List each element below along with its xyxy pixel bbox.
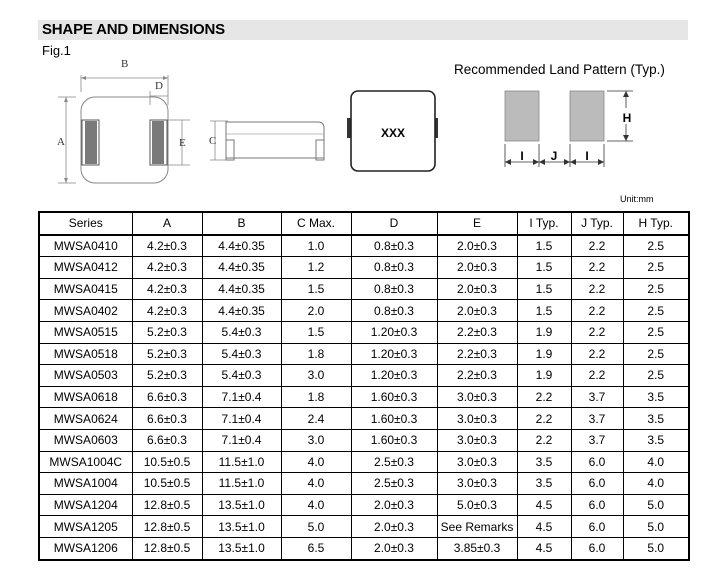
table-row: [39, 365, 689, 387]
marking-view: [347, 91, 438, 171]
dimensions-table: [38, 211, 690, 561]
table-cell: 4.4±0.35: [202, 278, 281, 300]
table-cell: MWSA1206: [39, 537, 132, 559]
table-cell: 13.5±1.0: [202, 516, 281, 538]
table-cell: 1.9: [517, 343, 571, 365]
table-cell: MWSA0410: [39, 235, 132, 257]
page-title: SHAPE AND DIMENSIONS: [42, 21, 225, 38]
table-cell: 1.2: [281, 257, 351, 279]
table-cell: 2.5: [623, 343, 689, 365]
table-cell: 2.2±0.3: [437, 321, 517, 343]
table-cell: 2.5±0.3: [351, 451, 437, 473]
table-cell: 6.6±0.3: [132, 429, 202, 451]
table-cell: 2.2: [517, 386, 571, 408]
table-row: [39, 429, 689, 451]
table-cell: 10.5±0.5: [132, 473, 202, 495]
table-cell: 11.5±1.0: [202, 451, 281, 473]
table-cell: 5.4±0.3: [202, 365, 281, 387]
table-cell: 5.0: [281, 516, 351, 538]
table-cell: 1.5: [517, 300, 571, 322]
label-b: B: [121, 58, 129, 70]
table-cell: 2.2: [571, 257, 623, 279]
table-cell: 2.5: [623, 235, 689, 257]
table-cell: 4.4±0.35: [202, 235, 281, 257]
table-cell: 3.5: [517, 451, 571, 473]
table-row: [39, 451, 689, 473]
table-row: [39, 516, 689, 538]
table-cell: MWSA0518: [39, 343, 132, 365]
table-cell: 2.5: [623, 257, 689, 279]
table-row: [39, 278, 689, 300]
table-cell: MWSA0503: [39, 365, 132, 387]
table-cell: 12.8±0.5: [132, 494, 202, 516]
table-cell: 4.2±0.3: [132, 278, 202, 300]
table-cell: 3.0±0.3: [437, 451, 517, 473]
unit-label: Unit:mm: [620, 194, 654, 204]
table-row: [39, 537, 689, 559]
figure-label: Fig.1: [42, 43, 71, 58]
table-cell: 2.0±0.3: [437, 257, 517, 279]
table-cell: 1.60±0.3: [351, 429, 437, 451]
table-cell: 1.9: [517, 365, 571, 387]
table-cell: 2.2: [571, 365, 623, 387]
table-cell: 4.5: [517, 516, 571, 538]
table-cell: 2.0±0.3: [351, 494, 437, 516]
table-cell: 11.5±1.0: [202, 473, 281, 495]
table-cell: 2.0±0.3: [437, 278, 517, 300]
table-cell: 4.4±0.35: [202, 257, 281, 279]
table-cell: 2.2: [571, 300, 623, 322]
table-cell: 7.1±0.4: [202, 429, 281, 451]
label-i-right: I: [585, 149, 589, 163]
table-cell: See Remarks: [437, 516, 517, 538]
table-cell: MWSA1004: [39, 473, 132, 495]
dimension-drawing: [0, 0, 714, 210]
label-e: E: [179, 137, 186, 149]
table-cell: 7.1±0.4: [202, 408, 281, 430]
part-marking: XXX: [380, 126, 406, 140]
table-cell: 4.5: [517, 537, 571, 559]
table-body: [39, 235, 689, 560]
table-cell: 2.0±0.3: [437, 300, 517, 322]
table-cell: 1.5: [517, 235, 571, 257]
table-cell: 1.8: [281, 343, 351, 365]
table-cell: 4.5: [517, 494, 571, 516]
table-cell: 3.7: [571, 386, 623, 408]
table-cell: 3.0±0.3: [437, 473, 517, 495]
land-pattern: [505, 91, 633, 167]
table-cell: 5.4±0.3: [202, 343, 281, 365]
table-cell: 2.5±0.3: [351, 473, 437, 495]
table-cell: 6.6±0.3: [132, 386, 202, 408]
table-cell: 4.0: [281, 494, 351, 516]
table-cell: 5.0: [623, 516, 689, 538]
table-cell: 2.2: [517, 429, 571, 451]
table-cell: 1.20±0.3: [351, 321, 437, 343]
table-row: [39, 235, 689, 257]
table-cell: 2.5: [623, 365, 689, 387]
table-cell: 5.4±0.3: [202, 321, 281, 343]
table-cell: 3.0±0.3: [437, 429, 517, 451]
table-cell: 3.5: [623, 386, 689, 408]
table-cell: 6.0: [571, 516, 623, 538]
column-header: Series: [39, 212, 132, 235]
table-cell: 3.7: [571, 429, 623, 451]
land-pattern-title: Recommended Land Pattern (Typ.): [454, 62, 665, 77]
table-row: [39, 300, 689, 322]
table-row: [39, 494, 689, 516]
table-row: [39, 321, 689, 343]
table-cell: 2.2: [517, 408, 571, 430]
table-cell: 3.7: [571, 408, 623, 430]
table-cell: 3.0: [281, 365, 351, 387]
table-cell: 5.2±0.3: [132, 365, 202, 387]
table-cell: 2.2: [571, 343, 623, 365]
table-cell: 4.2±0.3: [132, 235, 202, 257]
label-j: J: [550, 149, 558, 163]
table-row: [39, 343, 689, 365]
table-cell: 12.8±0.5: [132, 516, 202, 538]
table-cell: 2.4: [281, 408, 351, 430]
table-cell: 4.0: [623, 473, 689, 495]
table-cell: 2.0±0.3: [351, 537, 437, 559]
table-cell: MWSA0412: [39, 257, 132, 279]
table-row: [39, 386, 689, 408]
table-row: [39, 257, 689, 279]
column-header: E: [437, 212, 517, 235]
table-cell: 0.8±0.3: [351, 300, 437, 322]
table-cell: MWSA1004C: [39, 451, 132, 473]
table-cell: 5.0±0.3: [437, 494, 517, 516]
table-cell: 5.2±0.3: [132, 343, 202, 365]
table-cell: MWSA0515: [39, 321, 132, 343]
table-cell: MWSA1204: [39, 494, 132, 516]
table-cell: 6.0: [571, 537, 623, 559]
column-header: I Typ.: [517, 212, 571, 235]
table-cell: 4.0: [623, 451, 689, 473]
table-cell: 3.5: [623, 408, 689, 430]
table-cell: 1.20±0.3: [351, 365, 437, 387]
label-a: A: [57, 136, 65, 148]
table-row: [39, 473, 689, 495]
table-cell: 1.0: [281, 235, 351, 257]
table-cell: 3.0: [281, 429, 351, 451]
column-header: J Typ.: [571, 212, 623, 235]
table-cell: 5.2±0.3: [132, 321, 202, 343]
table-cell: 0.8±0.3: [351, 257, 437, 279]
label-h: H: [622, 111, 632, 125]
table-cell: 2.0±0.3: [351, 516, 437, 538]
table-cell: 1.8: [281, 386, 351, 408]
table-cell: 13.5±1.0: [202, 537, 281, 559]
table-cell: 2.2±0.3: [437, 365, 517, 387]
table-cell: MWSA0618: [39, 386, 132, 408]
column-header: A: [132, 212, 202, 235]
column-header: D: [351, 212, 437, 235]
table-cell: 1.20±0.3: [351, 343, 437, 365]
table-cell: 2.2: [571, 321, 623, 343]
table-cell: 4.2±0.3: [132, 257, 202, 279]
table-cell: 1.60±0.3: [351, 408, 437, 430]
column-header: H Typ.: [623, 212, 689, 235]
label-d: D: [155, 80, 163, 92]
table-cell: MWSA0624: [39, 408, 132, 430]
table-cell: 3.5: [517, 473, 571, 495]
table-cell: 5.0: [623, 537, 689, 559]
table-cell: 0.8±0.3: [351, 278, 437, 300]
table-cell: 3.85±0.3: [437, 537, 517, 559]
column-header: B: [202, 212, 281, 235]
table-cell: 4.0: [281, 451, 351, 473]
table-cell: 2.5: [623, 321, 689, 343]
table-cell: MWSA1205: [39, 516, 132, 538]
table-cell: 1.60±0.3: [351, 386, 437, 408]
table-cell: 1.5: [517, 257, 571, 279]
table-cell: 0.8±0.3: [351, 235, 437, 257]
table-cell: MWSA0415: [39, 278, 132, 300]
table-cell: 1.5: [281, 321, 351, 343]
table-cell: 3.0±0.3: [437, 386, 517, 408]
table-cell: 6.6±0.3: [132, 408, 202, 430]
table-cell: 5.0: [623, 494, 689, 516]
table-cell: 1.9: [517, 321, 571, 343]
table-cell: 6.0: [571, 473, 623, 495]
table-cell: 12.8±0.5: [132, 537, 202, 559]
label-i-left: I: [520, 149, 524, 163]
table-cell: 2.2: [571, 278, 623, 300]
table-cell: 7.1±0.4: [202, 386, 281, 408]
table-header-row: [39, 212, 689, 235]
table-cell: MWSA0402: [39, 300, 132, 322]
table-cell: 4.0: [281, 473, 351, 495]
top-view: [57, 58, 190, 183]
table-cell: 2.0: [281, 300, 351, 322]
table-cell: 6.0: [571, 451, 623, 473]
table-cell: 4.4±0.35: [202, 300, 281, 322]
table-cell: MWSA0603: [39, 429, 132, 451]
label-c: C: [209, 135, 217, 147]
table-cell: 3.0±0.3: [437, 408, 517, 430]
table-cell: 4.2±0.3: [132, 300, 202, 322]
table-cell: 10.5±0.5: [132, 451, 202, 473]
table-row: [39, 408, 689, 430]
table-cell: 2.2±0.3: [437, 343, 517, 365]
table-cell: 6.0: [571, 494, 623, 516]
table-cell: 2.5: [623, 278, 689, 300]
table-cell: 2.0±0.3: [437, 235, 517, 257]
table-cell: 3.5: [623, 429, 689, 451]
table-cell: 13.5±1.0: [202, 494, 281, 516]
table-cell: 2.5: [623, 300, 689, 322]
column-header: C Max.: [281, 212, 351, 235]
table-cell: 1.5: [281, 278, 351, 300]
side-view: [209, 121, 324, 160]
table-cell: 2.2: [571, 235, 623, 257]
table-cell: 1.5: [517, 278, 571, 300]
table-cell: 6.5: [281, 537, 351, 559]
